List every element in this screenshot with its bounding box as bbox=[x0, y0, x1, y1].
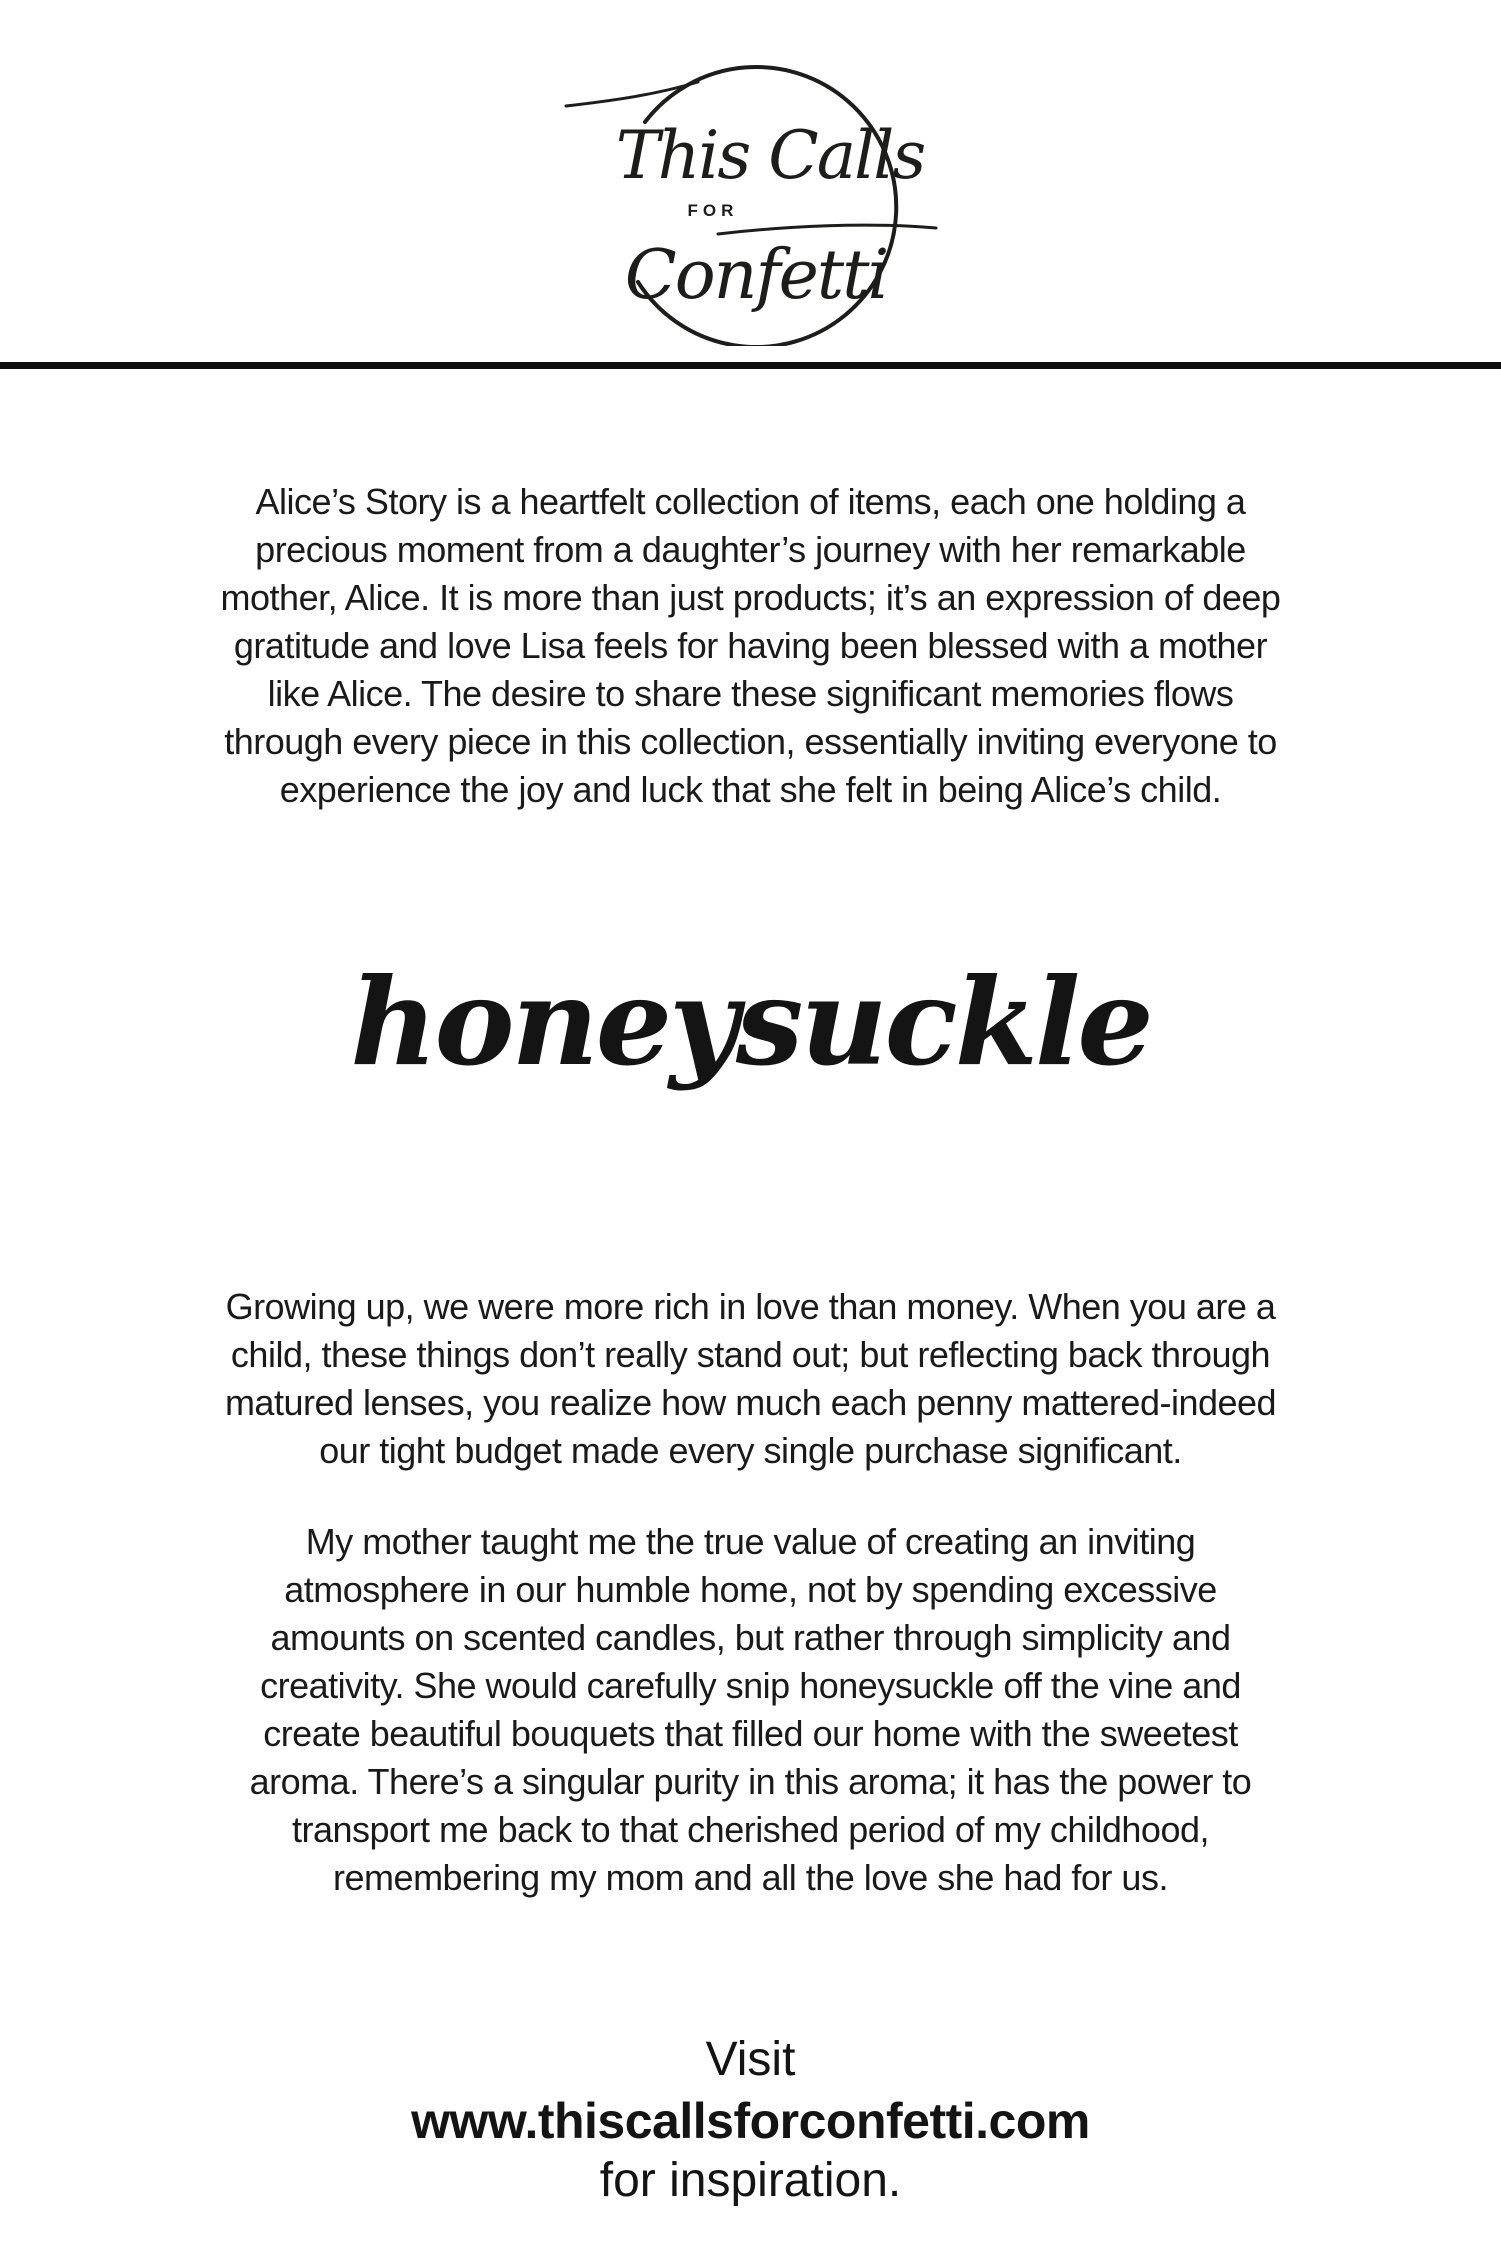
footer-visit-label: Visit bbox=[705, 2033, 796, 2086]
footer-website-url: www.thiscallsforconfetti.com bbox=[411, 2093, 1090, 2149]
text-line: mother, Alice. It is more than just products; it’s an expression of deep bbox=[220, 577, 1281, 618]
text-line: amounts on scented candles, but rather through simplicity and bbox=[270, 1617, 1231, 1658]
text-line: matured lenses, you realize how much each penny mattered-indeed bbox=[224, 1382, 1277, 1423]
logo-text-this-calls: This Calls bbox=[615, 117, 925, 194]
logo-left-swash-icon bbox=[566, 82, 698, 106]
text-line: aroma. There’s a singular purity in this aroma; it has the power to bbox=[249, 1761, 1252, 1802]
text-line: remembering my mom and all the love she had for us. bbox=[333, 1857, 1168, 1898]
text-line: experience the joy and luck that she felt in being Alice’s child. bbox=[279, 769, 1222, 810]
text-line: through every piece in this collection, essentially inviting everyone to bbox=[224, 721, 1277, 762]
story-paragraph-1 bbox=[0, 1283, 1501, 1475]
text-line: like Alice. The desire to share these significant memories flows bbox=[267, 673, 1234, 714]
footer-tagline: for inspiration. bbox=[599, 2154, 902, 2207]
text-line: My mother taught me the true value of creating an inviting bbox=[305, 1521, 1196, 1562]
collection-name-script: honeysuckle bbox=[350, 952, 1151, 1093]
text-line: precious moment from a daughter’s journey with her remarkable bbox=[255, 529, 1246, 570]
story-paragraph-2 bbox=[0, 1518, 1501, 1902]
text-line: Alice’s Story is a heartfelt collection of items, each one holding a bbox=[255, 481, 1246, 522]
text-line: create beautiful bouquets that filled our home with the sweetest bbox=[263, 1713, 1238, 1754]
logo-crossbar-swash-icon bbox=[718, 225, 936, 234]
this-calls-for-confetti-logo bbox=[548, 36, 952, 346]
text-line: atmosphere in our humble home, not by spending excessive bbox=[284, 1569, 1217, 1610]
logo-text-for: FOR bbox=[687, 201, 739, 220]
text-line: gratitude and love Lisa feels for having been blessed with a mother bbox=[233, 625, 1268, 666]
text-line: child, these things don’t really stand out; but reflecting back through bbox=[230, 1334, 1271, 1375]
logo-artwork bbox=[548, 36, 952, 346]
logo-text-confetti: Confetti bbox=[624, 236, 888, 315]
text-line: our tight budget made every single purchase significant. bbox=[319, 1430, 1182, 1471]
text-line: transport me back to that cherished period of my childhood, bbox=[291, 1809, 1209, 1850]
intro-paragraph bbox=[0, 478, 1501, 814]
text-line: creativity. She would carefully snip honeysuckle off the vine and bbox=[260, 1665, 1241, 1706]
text-line: Growing up, we were more rich in love than money. When you are a bbox=[225, 1286, 1276, 1327]
divider-rule bbox=[0, 362, 1501, 369]
